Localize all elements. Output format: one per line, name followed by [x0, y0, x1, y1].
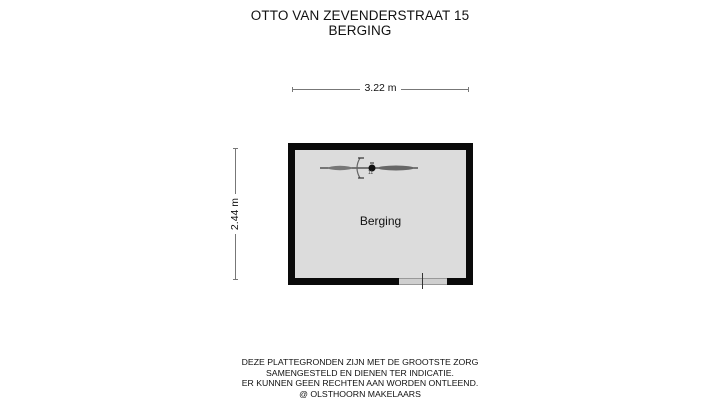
disclaimer-line: @ OLSTHOORN MAKELAARS — [299, 388, 421, 399]
depth-dimension — [229, 148, 241, 280]
depth-label: 2.44 m — [229, 194, 241, 234]
disclaimer — [0, 357, 720, 399]
width-dimension — [292, 82, 469, 94]
door-opening — [399, 278, 447, 285]
bicycle-icon — [318, 156, 420, 184]
door-marker — [422, 273, 423, 289]
disclaimer-line: DEZE PLATTEGRONDEN ZIJN MET DE GROOTSTE ZORG — [241, 357, 479, 367]
disclaimer-line: SAMENGESTELD EN DIENEN TER INDICATIE. — [266, 367, 454, 378]
address-title: OTTO VAN ZEVENDERSTRAAT 15 — [250, 8, 470, 23]
floor-title: BERGING — [328, 23, 392, 38]
width-label: 3.22 m — [360, 82, 400, 94]
dimension-tick — [233, 279, 238, 280]
svg-text:11: 11 — [368, 170, 374, 176]
room-label: Berging — [359, 214, 402, 228]
disclaimer-line: ER KUNNEN GEEN RECHTEN AAN WORDEN ONTLEEND. — [241, 378, 479, 388]
